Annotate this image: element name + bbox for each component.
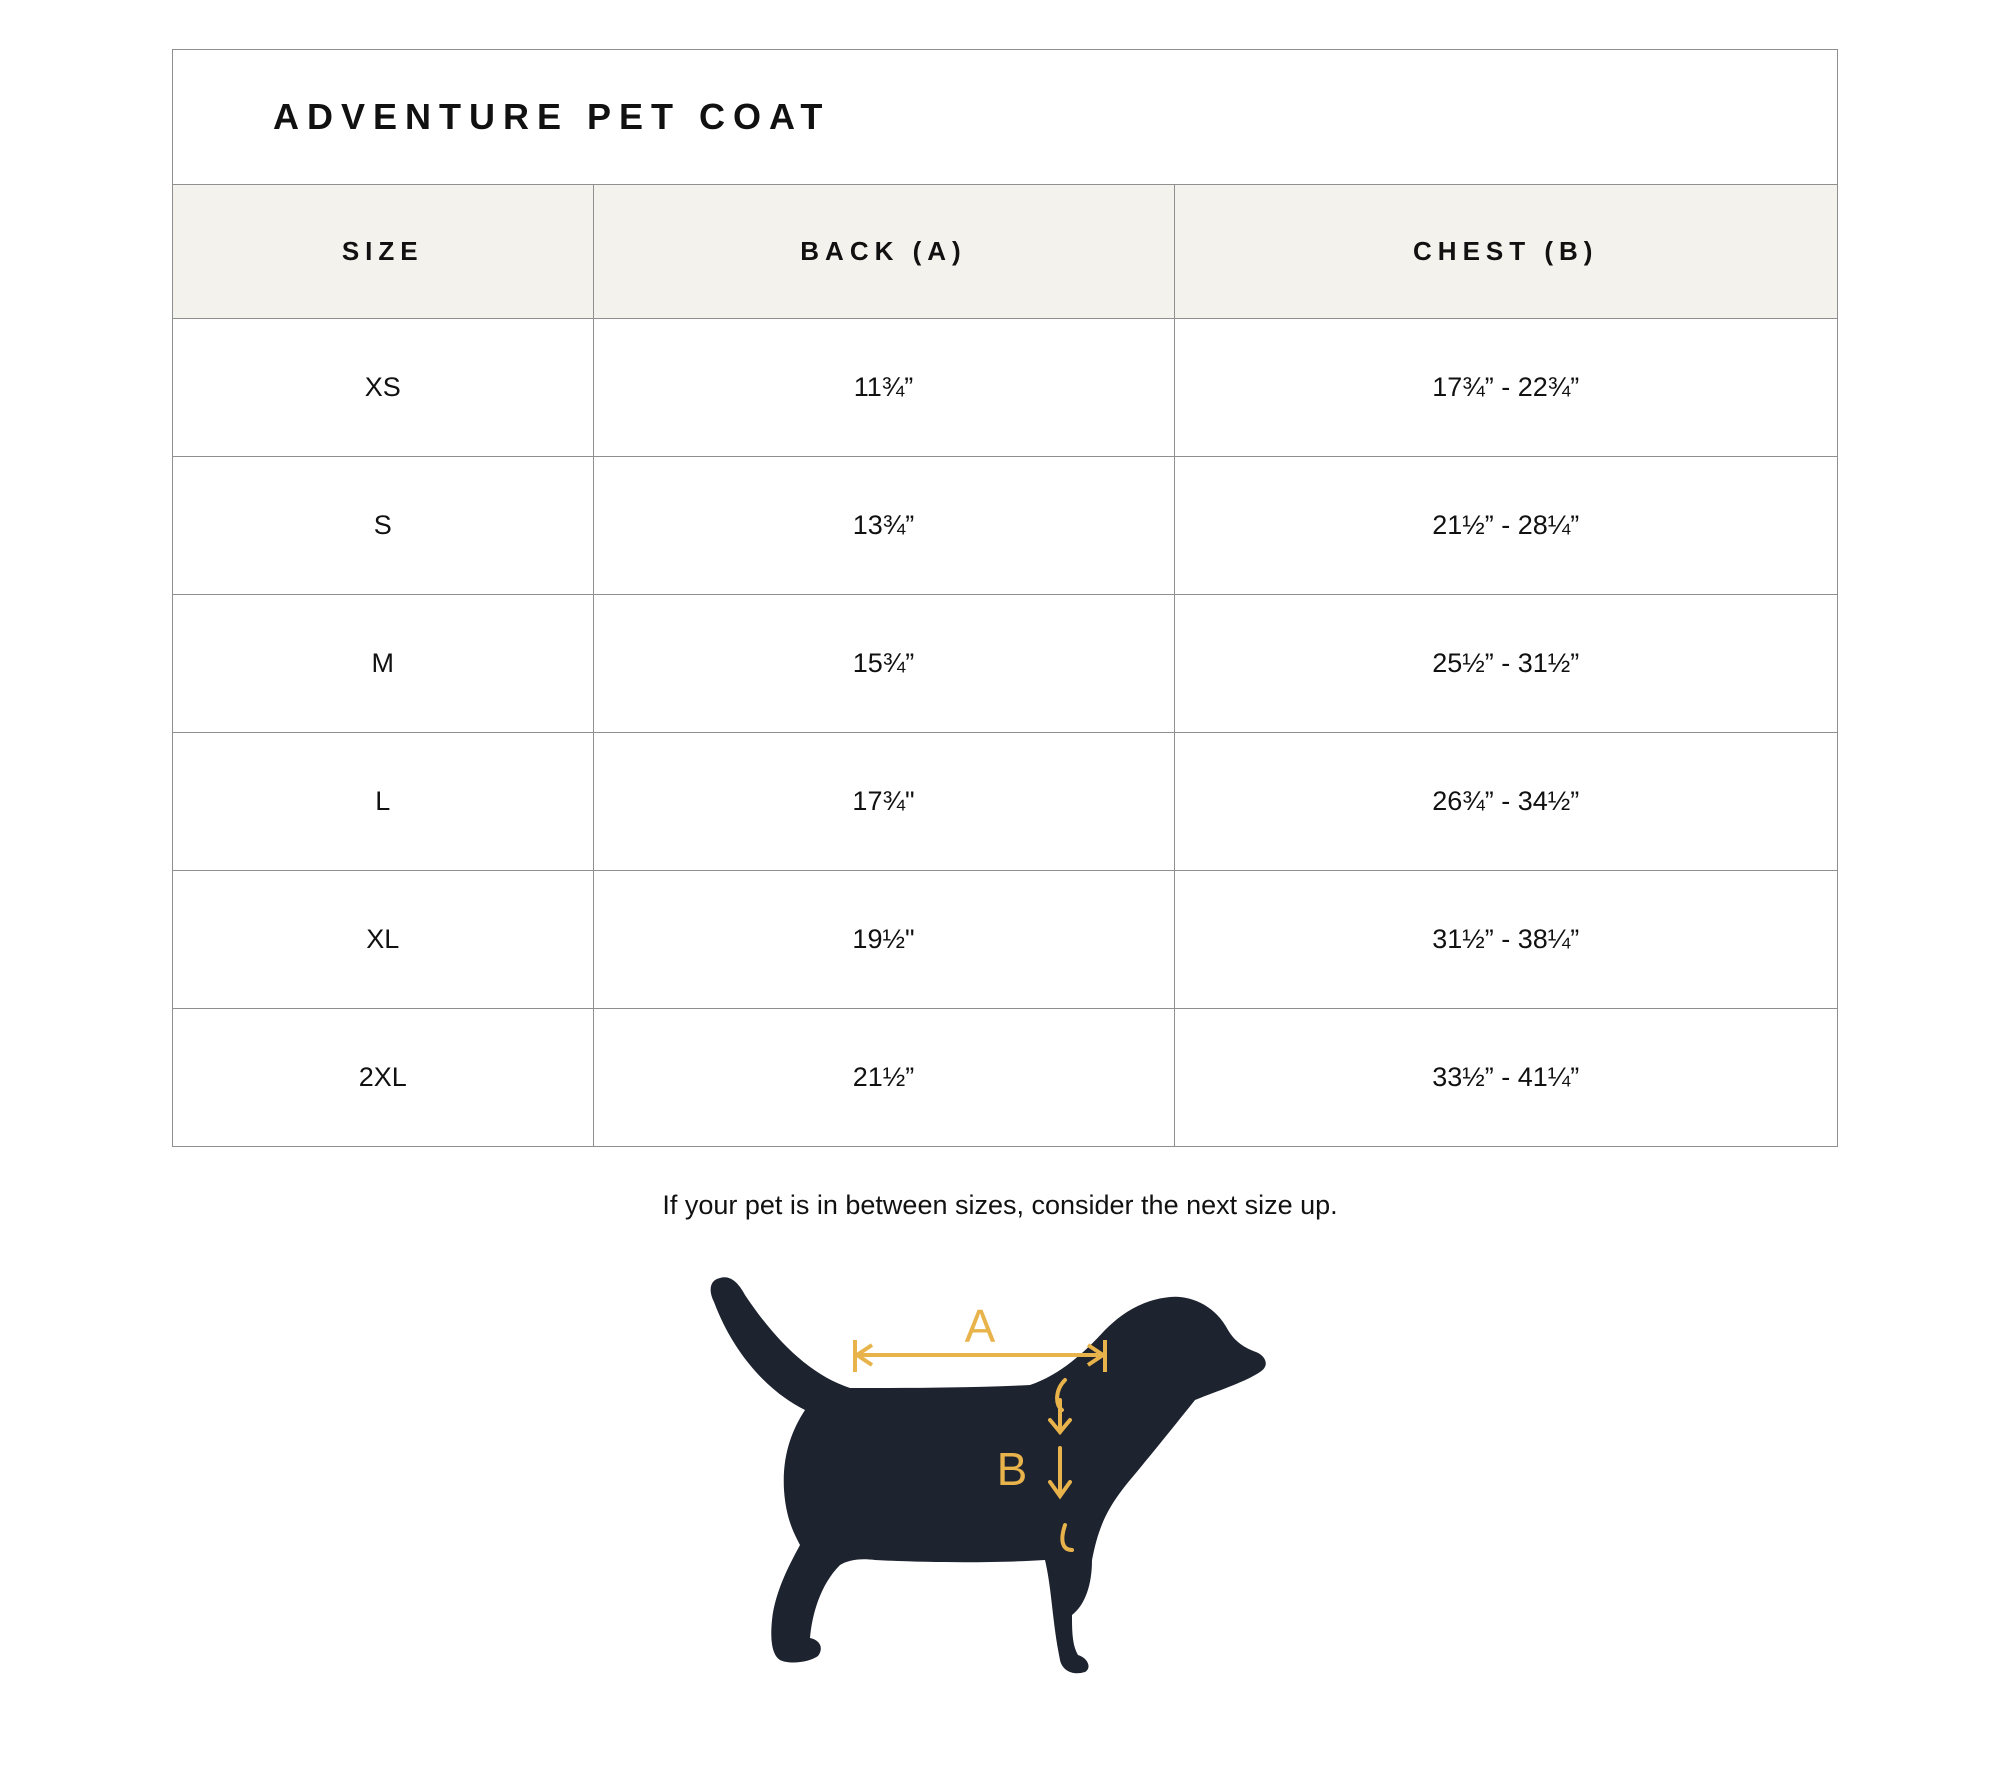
cell-size: 2XL	[173, 1009, 593, 1147]
table-row	[173, 733, 1837, 871]
title-row	[173, 50, 1837, 185]
table-row	[173, 871, 1837, 1009]
table-row	[173, 319, 1837, 457]
cell-back: 19½"	[593, 871, 1174, 1009]
cell-chest: 33½” - 41¼”	[1174, 1009, 1837, 1147]
sizing-note: If your pet is in between sizes, consider the next size up.	[662, 1190, 1338, 1220]
cell-chest: 26¾” - 34½”	[1174, 733, 1837, 871]
cell-back: 13¾”	[593, 457, 1174, 595]
cell-chest: 25½” - 31½”	[1174, 595, 1837, 733]
header-chest: CHEST (B)	[1174, 185, 1837, 319]
size-table	[173, 185, 1837, 1146]
table-row	[173, 1009, 1837, 1147]
cell-back: 17¾"	[593, 733, 1174, 871]
cell-size: S	[173, 457, 593, 595]
chart-title: ADVENTURE PET COAT	[273, 96, 831, 137]
cell-size: XL	[173, 871, 593, 1009]
cell-chest: 31½” - 38¼”	[1174, 871, 1837, 1009]
cell-size: XS	[364, 372, 401, 402]
cell-size: M	[173, 595, 593, 733]
label-b: B	[996, 1443, 1028, 1495]
dog-measurement-diagram	[700, 1260, 1320, 1700]
cell-back: 11¾”	[593, 319, 1174, 457]
cell-size: L	[173, 733, 593, 871]
size-chart	[172, 49, 1838, 1147]
cell-chest: 17¾” - 22¾”	[1174, 319, 1837, 457]
cell-chest: 21½” - 28¼”	[1174, 457, 1837, 595]
header-size: SIZE	[173, 185, 593, 319]
cell-back: 21½”	[593, 1009, 1174, 1147]
header-row	[173, 185, 1837, 319]
header-back: BACK (A)	[593, 185, 1174, 319]
label-a: A	[964, 1300, 996, 1352]
cell-back: 15¾”	[593, 595, 1174, 733]
table-row	[173, 595, 1837, 733]
table-row	[173, 457, 1837, 595]
